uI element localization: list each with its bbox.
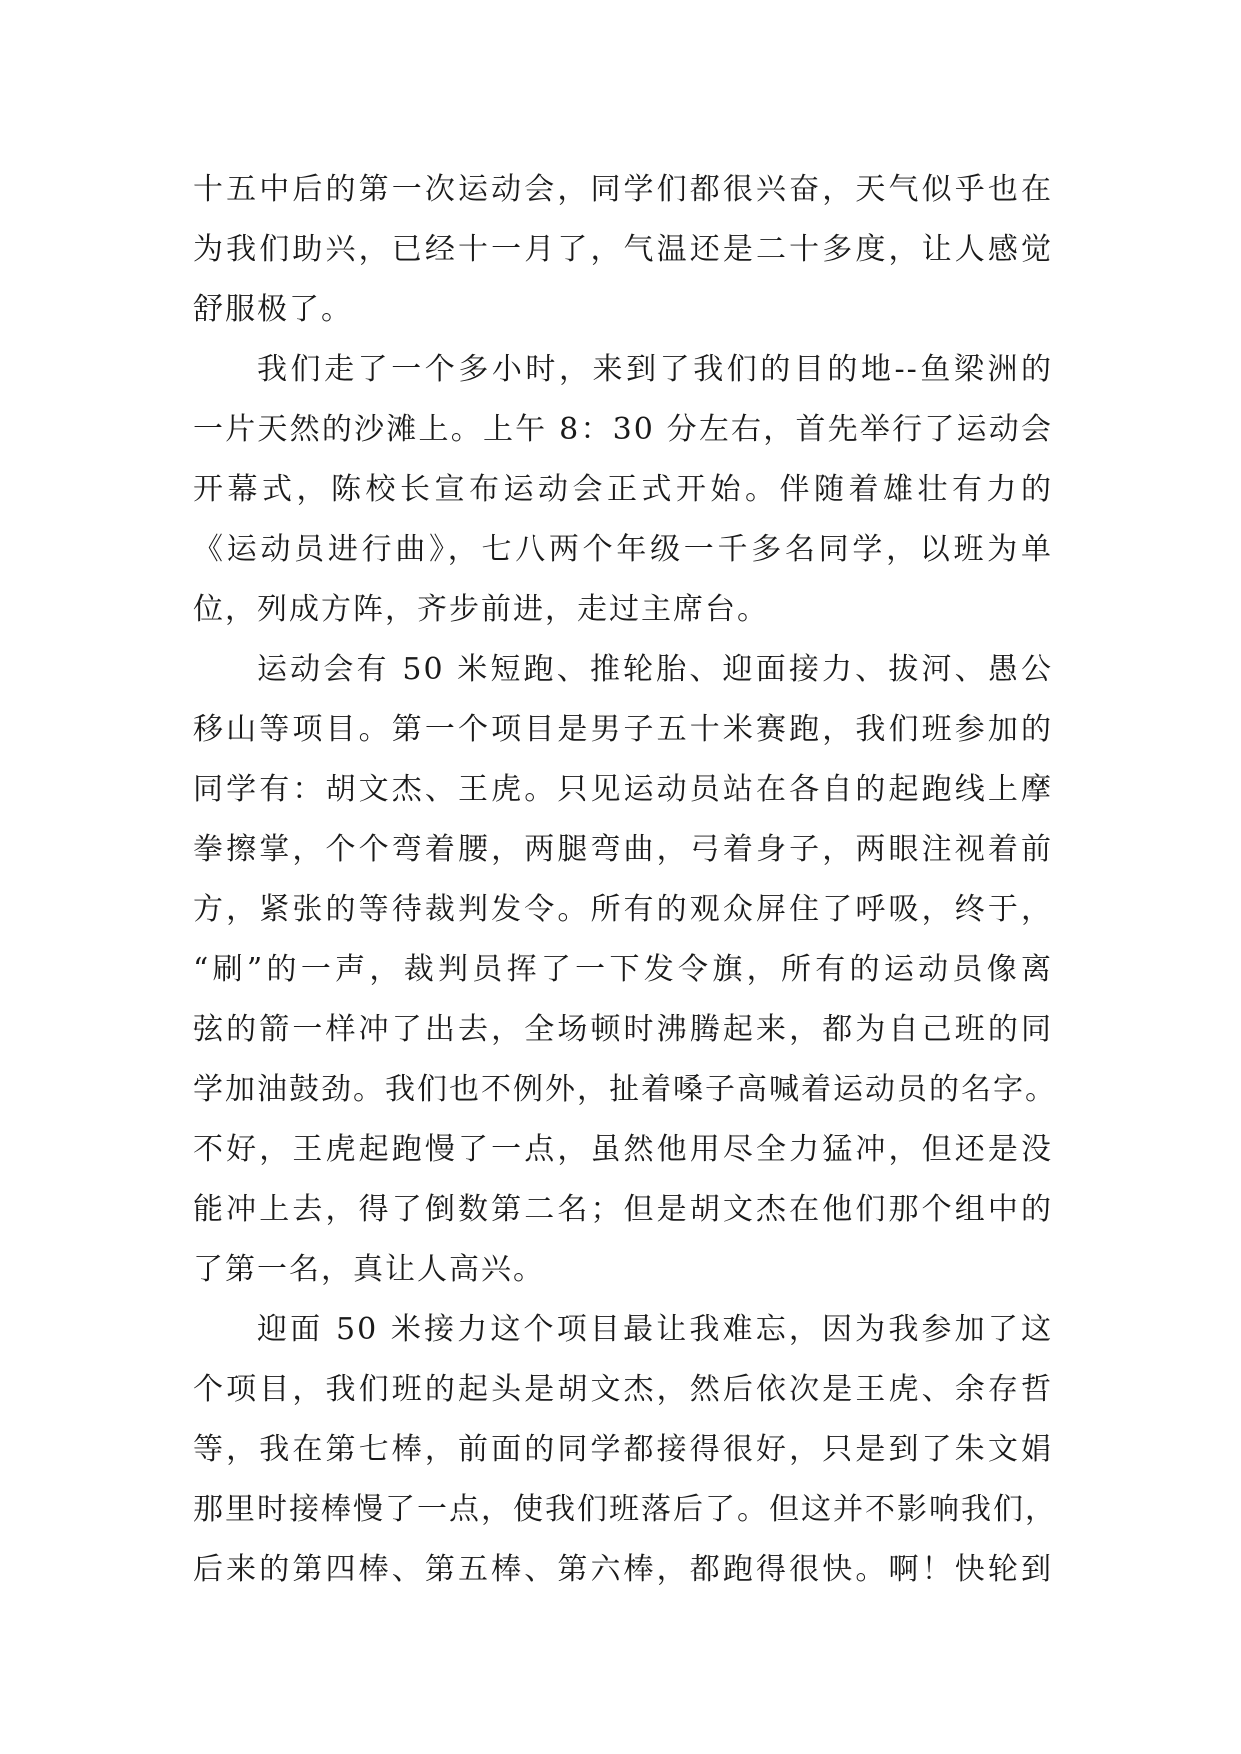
text-line: 迎面 50 米接力这个项目最让我难忘，因为我参加了这 — [257, 1312, 1053, 1347]
text-line: 学加油鼓劲。我们也不例外，扯着嗓子高喊着运动员的名字。 — [193, 1072, 1057, 1107]
text-line: 一片天然的沙滩上。上午 8：30 分左右，首先举行了运动会 — [193, 412, 1053, 447]
text-line: 舒服极了。 — [193, 292, 353, 327]
text-line: 为我们助兴，已经十一月了，气温还是二十多度，让人感觉 — [193, 232, 1053, 267]
text-line: 弦的箭一样冲了出去，全场顿时沸腾起来，都为自己班的同 — [193, 1012, 1053, 1047]
text-line: 后来的第四棒、第五棒、第六棒，都跑得很快。啊！快轮到 — [193, 1552, 1053, 1587]
text-line: 位，列成方阵，齐步前进，走过主席台。 — [193, 592, 769, 627]
text-line: 能冲上去，得了倒数第二名；但是胡文杰在他们那个组中的 — [193, 1192, 1053, 1227]
text-line: 运动会有 50 米短跑、推轮胎、迎面接力、拔河、愚公 — [257, 652, 1053, 687]
text-line: “刷”的一声，裁判员挥了一下发令旗，所有的运动员像离 — [193, 952, 1053, 987]
text-line: 开幕式，陈校长宣布运动会正式开始。伴随着雄壮有力的 — [193, 472, 1053, 507]
text-line: 同学有：胡文杰、王虎。只见运动员站在各自的起跑线上摩 — [193, 772, 1053, 807]
text-line: 我们走了一个多小时，来到了我们的目的地--鱼梁洲的 — [257, 352, 1053, 387]
text-line: 十五中后的第一次运动会，同学们都很兴奋，天气似乎也在 — [193, 172, 1053, 207]
text-line: 《运动员进行曲》，七八两个年级一千多名同学，以班为单 — [193, 532, 1053, 567]
text-line: 方，紧张的等待裁判发令。所有的观众屏住了呼吸，终于， — [193, 892, 1053, 927]
text-line: 那里时接棒慢了一点，使我们班落后了。但这并不影响我们， — [193, 1492, 1057, 1527]
text-line: 移山等项目。第一个项目是男子五十米赛跑，我们班参加的 — [193, 712, 1053, 747]
body-text — [193, 160, 1057, 1600]
text-line: 了第一名，真让人高兴。 — [193, 1252, 545, 1287]
text-line: 等，我在第七棒，前面的同学都接得很好，只是到了朱文娟 — [193, 1432, 1053, 1467]
text-line: 不好，王虎起跑慢了一点，虽然他用尽全力猛冲，但还是没 — [193, 1132, 1053, 1167]
text-line: 拳擦掌，个个弯着腰，两腿弯曲，弓着身子，两眼注视着前 — [193, 832, 1053, 867]
text-line: 个项目，我们班的起头是胡文杰，然后依次是王虎、余存哲 — [193, 1372, 1053, 1407]
